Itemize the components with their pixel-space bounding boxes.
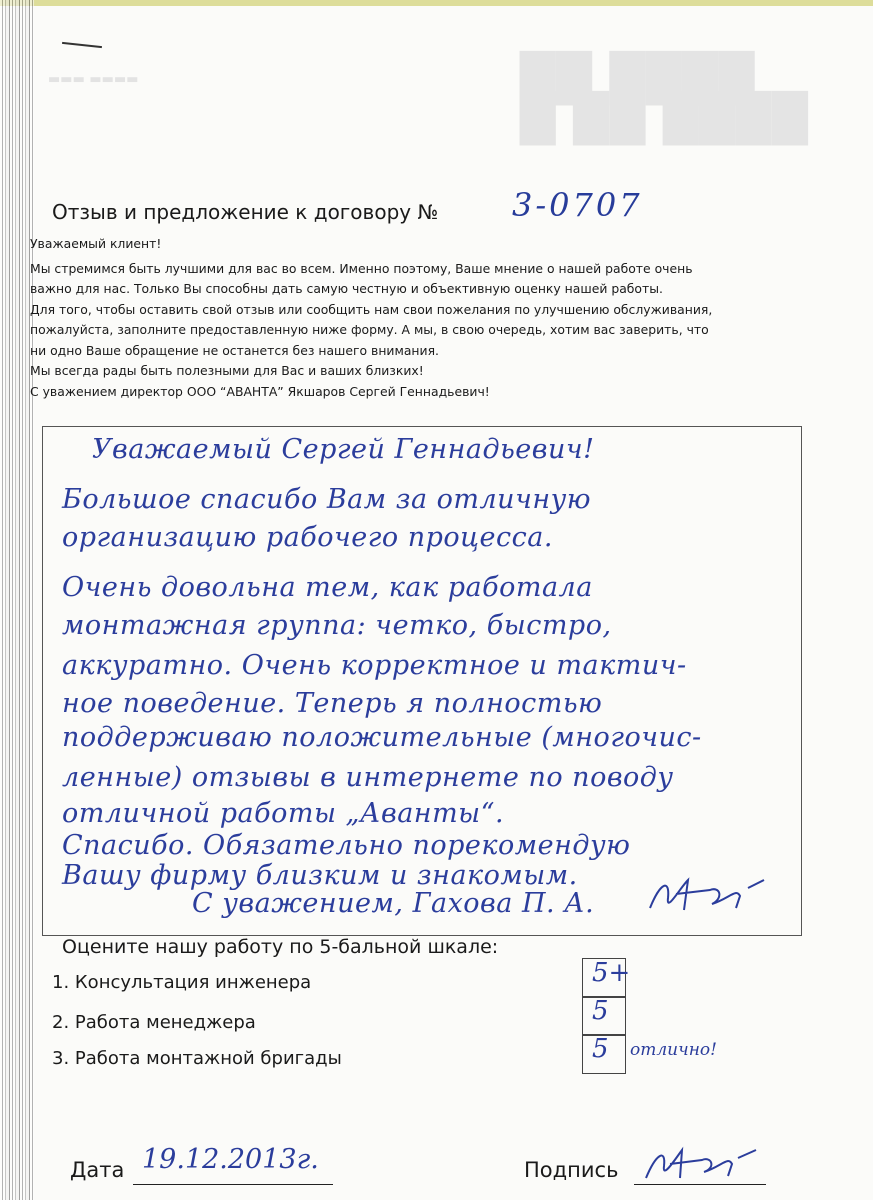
signature-label: Подпись <box>524 1158 619 1182</box>
scan-left-edge <box>0 0 34 1200</box>
scan-top-edge <box>0 0 873 6</box>
score-engineer: 5+ <box>592 958 631 988</box>
review-line: Вашу фирму близким и знакомым. <box>62 860 578 891</box>
date-underline <box>133 1184 333 1185</box>
date-value: 19.12.2013г. <box>142 1144 319 1175</box>
bleed-through-heading: ██ ████ █ ██ ████ <box>520 51 809 145</box>
intro-line: С уважением директор ООО “АВАНТА” Якшаров Сергей Геннадьевич! <box>30 383 490 399</box>
review-line: поддерживаю положительные (многочис- <box>62 722 702 753</box>
contract-number: 3-0707 <box>512 186 643 224</box>
rating-label-engineer: 1. Консультация инженера <box>52 972 312 993</box>
review-line: монтажная группа: четко, быстро, <box>62 610 612 641</box>
review-line: Уважаемый Сергей Геннадьевич! <box>92 434 595 465</box>
review-line: аккуратно. Очень корректное и тактич- <box>62 650 687 681</box>
score-crew: 5 <box>592 1034 609 1064</box>
review-line: Большое спасибо Вам за отличную <box>62 484 592 515</box>
intro-line: Мы стремимся быть лучшими для вас во всем. Именно поэтому, Ваше мнение о нашей работе очень <box>30 260 693 276</box>
score-note: отлично! <box>630 1040 717 1060</box>
handwritten-signature <box>640 868 770 928</box>
rating-label-manager: 2. Работа менеджера <box>52 1012 256 1033</box>
intro-line: Мы всегда рады быть полезными для Вас и ваших близких! <box>30 363 424 378</box>
review-signature-line: С уважением, Гахова П. А. <box>192 888 595 919</box>
intro-line: ни одно Ваше обращение не останется без нашего внимания. <box>30 342 439 358</box>
review-line: организацию рабочего процесса. <box>62 522 553 553</box>
page-title: Отзыв и предложение к договору № <box>52 200 439 224</box>
bleed-through-text: ▬▬▬ ▬▬▬▬ <box>48 72 139 87</box>
review-line: Спасибо. Обязательно порекомендую <box>62 830 631 861</box>
rating-label-crew: 3. Работа монтажной бригады <box>52 1048 342 1069</box>
score-manager: 5 <box>592 996 609 1026</box>
date-label: Дата <box>70 1158 125 1182</box>
footer-signature <box>640 1140 770 1188</box>
review-line: отличной работы „Аванты“. <box>62 798 505 829</box>
intro-line: Для того, чтобы оставить свой отзыв или сообщить нам свои пожелания по улучшению обслуживания, <box>30 301 713 317</box>
greeting: Уважаемый клиент! <box>30 236 162 251</box>
review-line: ленные) отзывы в интернете по поводу <box>62 762 674 793</box>
intro-line: пожалуйста, заполните предоставленную ниже форму. А мы, в свою очередь, хотим вас заверить, что <box>30 322 709 337</box>
intro-text <box>30 234 810 402</box>
intro-line: важно для нас. Только Вы способны дать самую честную и объективную оценку нашей работы. <box>30 281 663 296</box>
rating-title: Оцените нашу работу по 5-бальной шкале: <box>62 936 499 958</box>
review-line: ное поведение. Теперь я полностью <box>62 688 603 719</box>
pen-mark <box>62 42 102 48</box>
review-line: Очень довольна тем, как работала <box>62 572 593 603</box>
